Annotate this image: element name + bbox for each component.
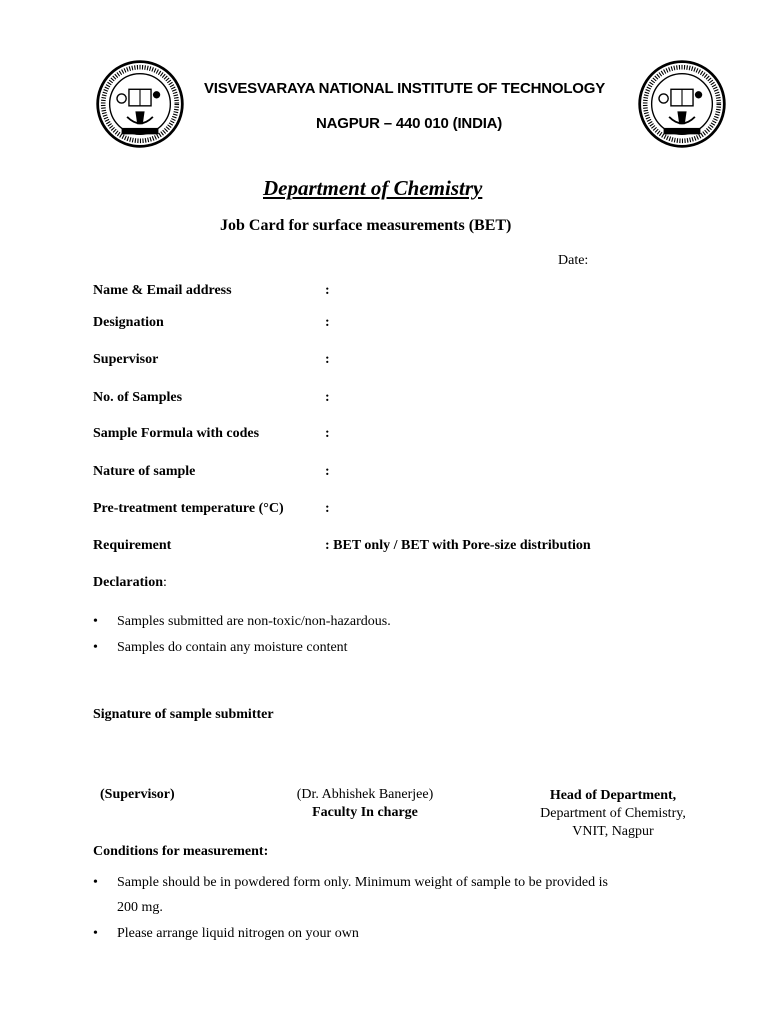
conditions-title: Conditions for measurement: — [93, 844, 269, 859]
field-label-nature-of-sample: Nature of sample — [93, 464, 196, 479]
field-value-requirement: : BET only / BET with Pore-size distribution — [325, 538, 591, 553]
field-label-name-email: Name & Email address — [93, 283, 232, 298]
institute-name: VISVESVARAYA NATIONAL INSTITUTE OF TECHNOLOGY — [204, 80, 606, 97]
hod-department: Department of Chemistry, — [540, 806, 686, 821]
field-value-sample-formula: : — [325, 426, 330, 441]
field-label-requirement: Requirement — [93, 538, 172, 553]
field-label-designation: Designation — [93, 315, 164, 330]
form-title: Job Card for surface measurements (BET) — [220, 217, 512, 234]
condition-item-2: Please arrange liquid nitrogen on your own — [117, 926, 359, 941]
field-label-supervisor: Supervisor — [93, 352, 159, 367]
faculty-role: Faculty In charge — [312, 805, 418, 820]
department-title: Department of Chemistry — [263, 176, 483, 200]
field-label-no-of-samples: No. of Samples — [93, 390, 183, 405]
declaration-bullet-1-icon: • — [93, 614, 98, 629]
faculty-name: (Dr. Abhishek Banerjee) — [296, 787, 434, 802]
hod-place: VNIT, Nagpur — [572, 824, 654, 839]
institute-logo-right — [636, 58, 728, 150]
field-value-nature-of-sample: : — [325, 464, 330, 479]
hod-title: Head of Department, — [549, 788, 677, 803]
declaration-bullet-2-icon: • — [93, 640, 98, 655]
field-value-designation: : — [325, 315, 330, 330]
institute-address: NAGPUR – 440 010 (INDIA) — [316, 115, 503, 132]
institute-logo-left — [94, 58, 186, 150]
date-label: Date: — [558, 253, 589, 268]
hod-signatory — [528, 788, 698, 840]
declaration-item-2: Samples do contain any moisture content — [117, 640, 348, 655]
declaration-heading — [93, 575, 167, 591]
declaration-colon: : — [162, 575, 167, 590]
condition-item-1-line-1: Sample should be in powdered form only. Minimum weight of sample to be provided is — [117, 875, 608, 890]
field-label-sample-formula: Sample Formula with codes — [93, 426, 260, 441]
condition-bullet-1-icon: • — [93, 875, 98, 890]
field-value-pretreatment-temperature: : — [325, 501, 330, 516]
declaration-item-1: Samples submitted are non-toxic/non-hazardous. — [117, 614, 391, 629]
condition-item-1-line-2: 200 mg. — [117, 900, 163, 915]
field-value-supervisor: : — [325, 352, 330, 367]
supervisor-signatory: (Supervisor) — [100, 787, 175, 802]
field-label-pretreatment-temperature: Pre-treatment temperature (°C) — [93, 501, 284, 516]
faculty-signatory — [284, 787, 446, 821]
signature-label: Signature of sample submitter — [93, 707, 274, 722]
condition-bullet-2-icon: • — [93, 926, 98, 941]
declaration-title: Declaration — [93, 575, 163, 590]
field-value-no-of-samples: : — [325, 390, 330, 405]
field-value-name-email: : — [325, 283, 330, 298]
